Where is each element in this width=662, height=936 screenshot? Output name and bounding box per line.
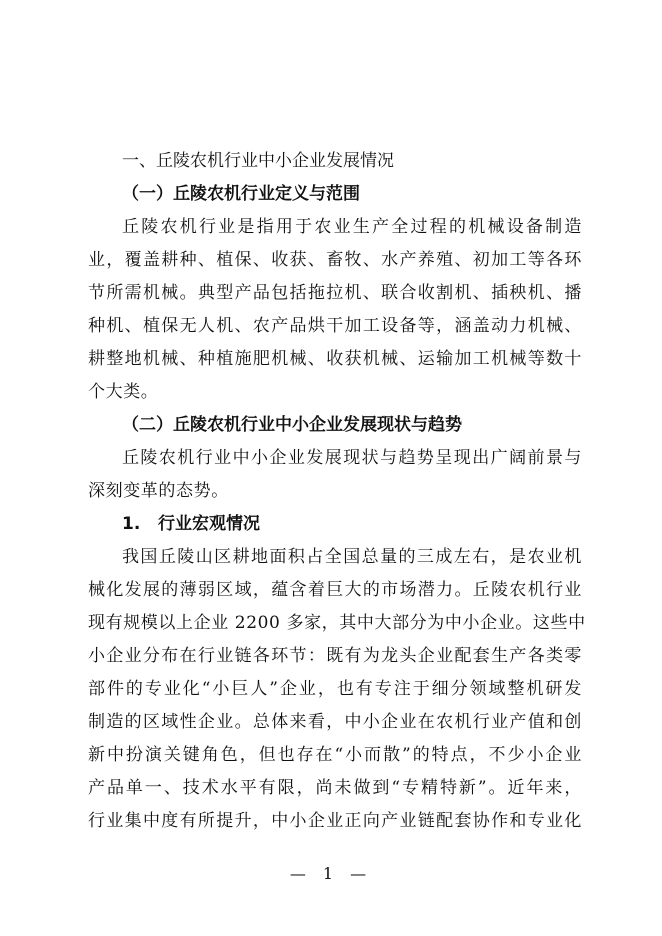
paragraph-line: 部件的专业化“小巨人”企业，也有专注于细分领域整机研发 [88,679,582,699]
section-2-intro-paragraph [88,442,582,508]
paragraph-line: 我国丘陵山区耕地面积占全国总量的三成左右，是农业机 [122,547,582,567]
paragraph-line: 业，覆盖耕种、植保、收获、畜牧、水产养殖、初加工等各环 [88,250,582,270]
paragraph-line: 小企业分布在行业链各环节：既有为龙头企业配套生产各类零 [88,646,582,666]
paragraph-line: 新中扮演关键角色，但也存在“小而散”的特点，不少小企业 [88,745,582,765]
section-1-title: （一）丘陵农机行业定义与范围 [122,184,360,204]
paragraph-line: 耕整地机械、种植施肥机械、收获机械、运输加工机械等数十 [88,349,582,369]
paragraph-line: 个大类。 [88,382,159,402]
paragraph-line: 节所需机械。典型产品包括拖拉机、联合收割机、插秧机、播 [88,283,582,303]
paragraph-line: 现有规模以上企业 2200 多家，其中大部分为中小企业。这些中 [88,613,586,633]
subsection-number: 1. [122,514,141,534]
section-2-title: （二）丘陵农机行业中小企业发展现状与趋势 [122,415,462,435]
paragraph-line: 制造的区域性企业。总体来看，中小企业在农机行业产值和创 [88,712,582,732]
page-number: — 1 — [289,864,373,883]
paragraph-line: 行业集中度有所提升，中小企业正向产业链配套协作和专业化 [88,811,582,831]
heading-level-1: 一、丘陵农机行业中小企业发展情况 [122,151,394,171]
subsection-1-paragraph [88,541,586,838]
paragraph-line: 深刻变革的态势。 [88,481,229,501]
paragraph-line: 种机、植保无人机、农产品烘干加工设备等，涵盖动力机械、 [88,316,582,336]
paragraph-line: 产品单一、技术水平有限，尚未做到“专精特新”。近年来， [88,778,582,798]
paragraph-line: 丘陵农机行业是指用于农业生产全过程的机械设备制造 [122,217,582,237]
subsection-title: 行业宏观情况 [158,514,260,534]
subsection-1-heading [88,508,582,541]
paragraph-line: 丘陵农机行业中小企业发展现状与趋势呈现出广阔前景与 [122,448,582,468]
paragraph-line: 械化发展的薄弱区域，蕴含着巨大的市场潜力。丘陵农机行业 [88,580,582,600]
section-1-paragraph [88,211,582,409]
document-body [88,145,586,838]
